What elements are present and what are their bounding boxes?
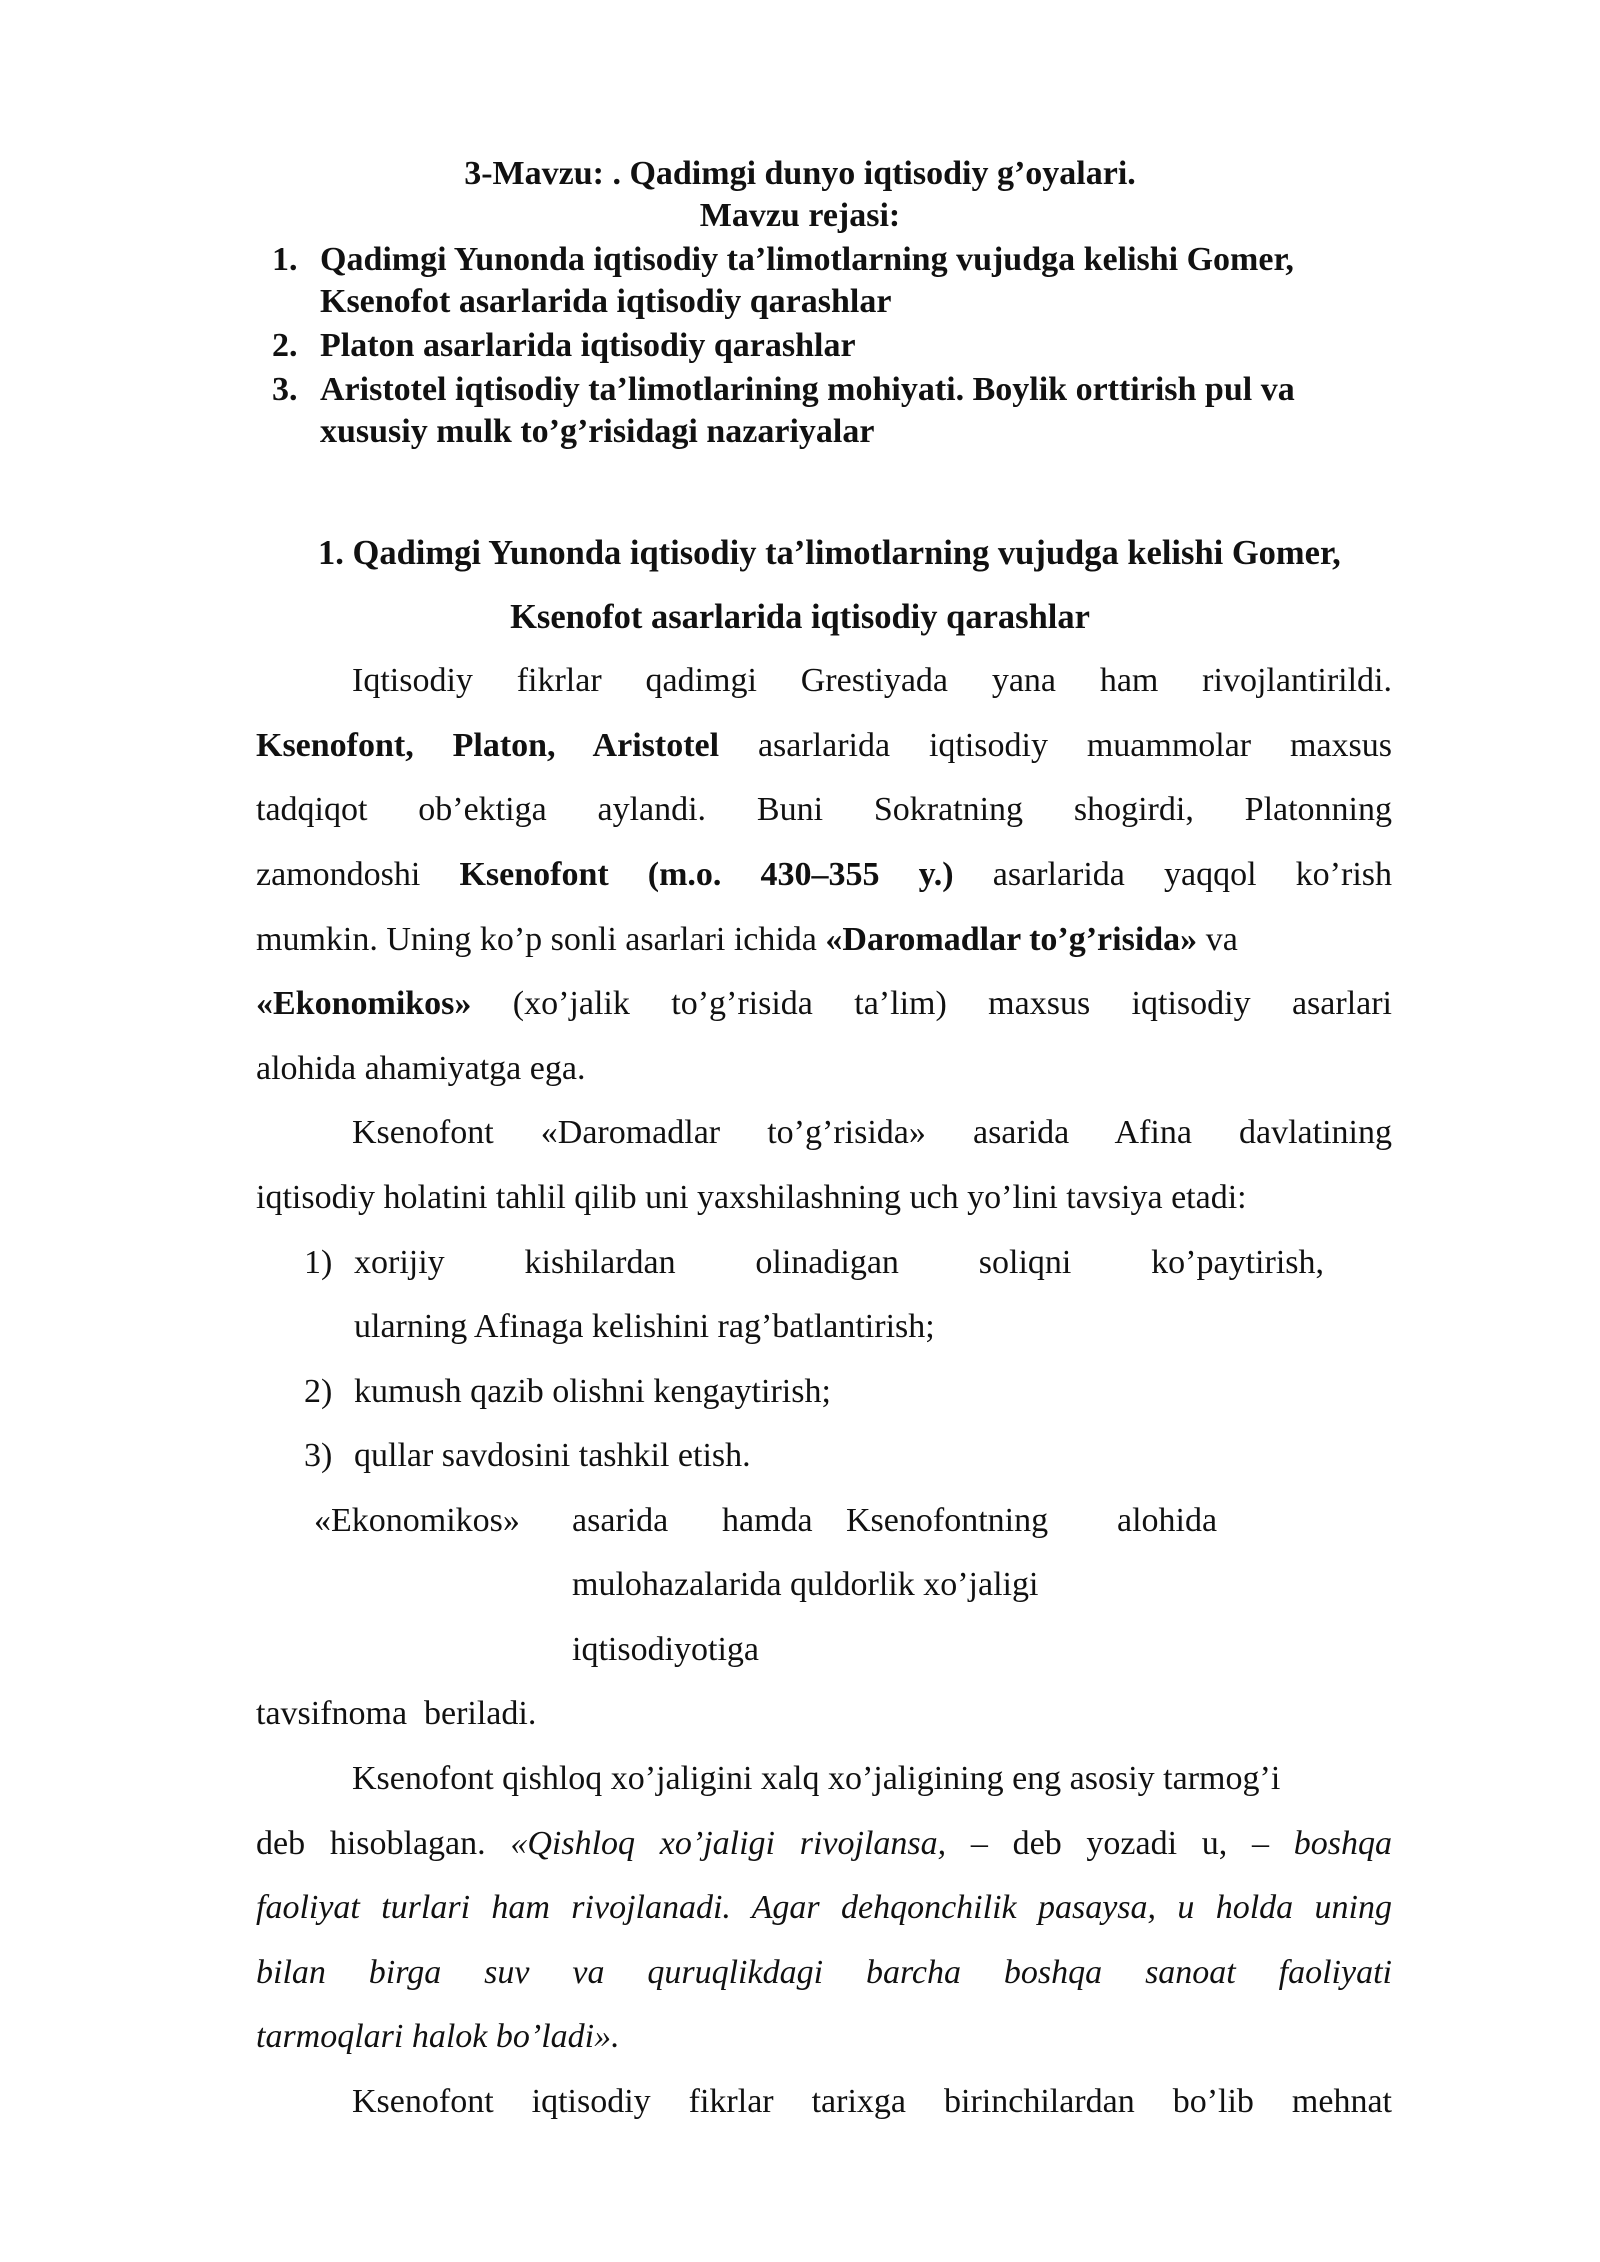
paragraph-word: alohida — [1117, 1502, 1218, 1539]
plan-item-text: Platon asarlarida iqtisodiy qarashlar — [320, 327, 856, 364]
paragraph-line: zamondoshi Ksenofont (m.o. 430–355 y.) asarlarida yaqqol ko’rish — [256, 856, 1393, 893]
list-item-number: 3) — [304, 1437, 333, 1474]
plan-item-text: Aristotel iqtisodiy ta’limotlarining mohiyati. Boylik orttirish pul va — [320, 371, 1295, 408]
paragraph-line: Ksenofont qishloq xo’jaligini xalq xo’jaligining eng asosiy tarmog’i — [352, 1760, 1281, 1797]
paragraph-line: iqtisodiyotiga — [572, 1631, 759, 1668]
paragraph-line: Ksenofont iqtisodiy fikrlar tarixga birinchilardan bo’lib mehnat — [352, 2083, 1392, 2120]
list-item-text: ularning Afinaga kelishini rag’batlantirish; — [354, 1308, 935, 1345]
paragraph-word: asarida — [572, 1502, 669, 1539]
list-item-text: xorijiy kishilardan olinadigan soliqni ko’paytirish, — [354, 1244, 1324, 1281]
paragraph-line: «Ekonomikos» (xo’jalik to’g’risida ta’lim) maxsus iqtisodiy asarlari — [256, 985, 1392, 1022]
paragraph-line: tadqiqot ob’ektiga aylandi. Buni Sokratning shogirdi, Platonning — [256, 791, 1392, 828]
paragraph-word: tavsifnoma — [256, 1695, 408, 1732]
list-item-number: 2) — [304, 1373, 333, 1410]
paragraph-line: Ksenofont «Daromadlar to’g’risida» asarida Afina davlatining — [352, 1114, 1392, 1151]
plan-title: Mavzu rejasi: — [699, 197, 901, 234]
list-item-number: 1) — [304, 1244, 333, 1281]
quote-line: faoliyat turlari ham rivojlanadi. Agar dehqonchilik pasaysa, u holda uning — [256, 1889, 1392, 1926]
section-heading: 1. Qadimgi Yunonda iqtisodiy ta’limotlarning vujudga kelishi Gomer, — [318, 534, 1341, 572]
paragraph-line: mumkin. Uning ko’p sonli asarlari ichida «Daromadlar to’g’risida» va — [256, 921, 1238, 958]
paragraph-line: Iqtisodiy fikrlar qadimgi Grestiyada yana ham rivojlantirildi. — [352, 662, 1392, 699]
plan-item-number: 3. — [272, 371, 298, 408]
section-heading-line2: Ksenofot asarlarida iqtisodiy qarashlar — [510, 598, 1090, 636]
paragraph-line: mulohazalarida quldorlik xo’jaligi — [572, 1566, 1039, 1603]
plan-item-text: Qadimgi Yunonda iqtisodiy ta’limotlarning vujudga kelishi Gomer, — [320, 241, 1294, 278]
quote-line: bilan birga suv va quruqlikdagi barcha boshqa sanoat faoliyati — [256, 1954, 1392, 1991]
paragraph-line: Ksenofont, Platon, Aristotel asarlarida iqtisodiy muammolar maxsus — [256, 727, 1392, 764]
plan-item-number: 1. — [272, 241, 298, 278]
quote-text: «Qishloq xo’jaligi rivojlansa, — [510, 1825, 947, 1862]
plan-item-text: xususiy mulk to’g’risidagi nazariyalar — [320, 413, 875, 450]
paragraph-word: beriladi. — [424, 1695, 537, 1732]
author-dates: Ksenofont (m.o. 430–355 y.) — [459, 856, 954, 893]
list-item-text: kumush qazib olishni kengaytirish; — [354, 1373, 831, 1410]
document-title: 3-Mavzu: . Qadimgi dunyo iqtisodiy g’oyalari. — [464, 155, 1136, 192]
plan-item-number: 2. — [272, 327, 298, 364]
work-title: «Ekonomikos» — [256, 985, 472, 1022]
quote-text: boshqa — [1293, 1825, 1392, 1862]
paragraph-line: iqtisodiy holatini tahlil qilib uni yaxshilashning uch yo’lini tavsiya etadi: — [256, 1179, 1247, 1216]
list-item-text: qullar savdosini tashkil etish. — [354, 1437, 751, 1474]
paragraph-word: hamda — [722, 1502, 813, 1539]
author-names: Ksenofont, Platon, Aristotel — [256, 727, 720, 764]
paragraph-line: alohida ahamiyatga ega. — [256, 1050, 586, 1087]
paragraph-word: «Ekonomikos» — [314, 1502, 520, 1539]
paragraph-word: Ksenofontning — [846, 1502, 1049, 1539]
plan-item-text: Ksenofot asarlarida iqtisodiy qarashlar — [320, 283, 892, 320]
paragraph-line: deb hisoblagan. «Qishloq xo’jaligi rivojlansa, – deb yozadi u, – boshqa — [256, 1825, 1392, 1862]
quote-line: tarmoqlari halok bo’ladi». — [256, 2018, 620, 2055]
work-title: «Daromadlar to’g’risida» — [825, 921, 1198, 958]
